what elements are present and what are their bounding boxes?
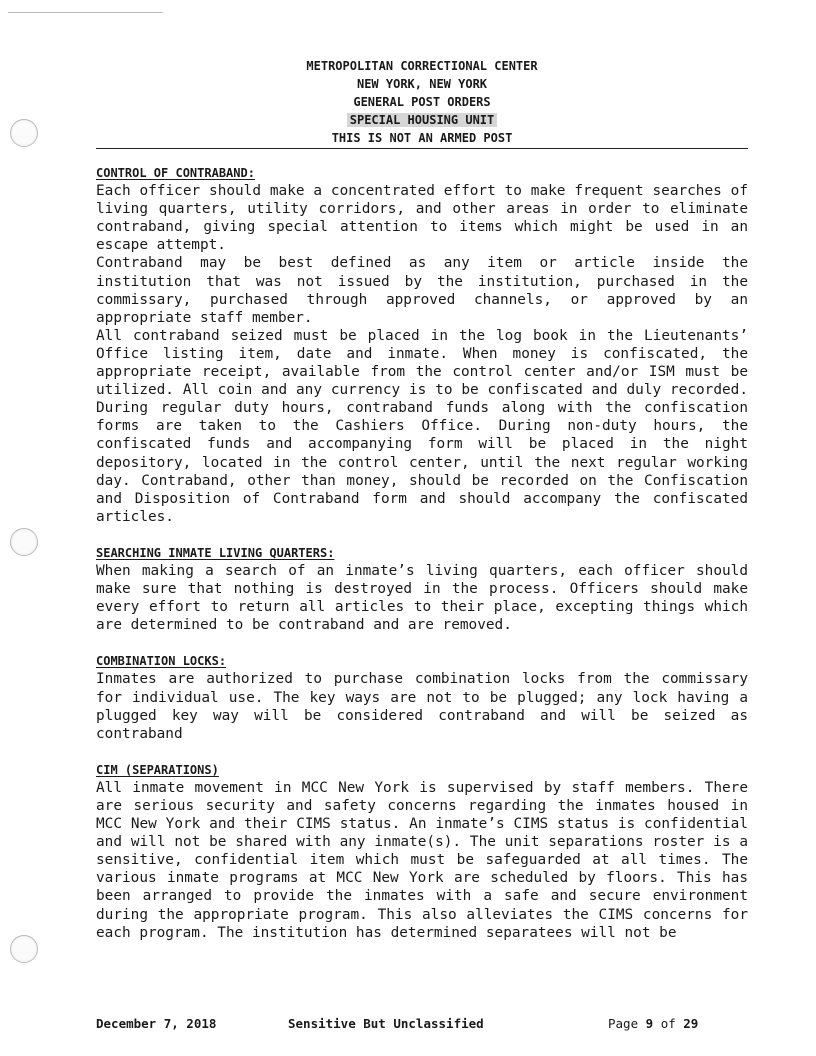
footer-date: December 7, 2018 (96, 1016, 217, 1031)
page-current: 9 (645, 1016, 654, 1031)
document-body (96, 164, 748, 942)
locks-paragraph: Inmates are authorized to purchase combination locks from the commissary for individual use. The key ways are not to be plugged; any lock having a plugged key way will be considered contraband and will be seized as contraband (96, 671, 748, 742)
contraband-paragraph-3: All contraband seized must be placed in the log book in the Lieutenants’ Office listing item, date and inmate. When money is confiscated, the appropriate receipt, available from the control center and/or ISM must be utilized. All coin and any currency is to be confiscated and duly recorded. During regular duty hours, contraband funds along with the confiscation forms are taken to the Cashiers Office. During non-duty hours, the confiscated funds and accompanying form will be placed in the night depository, located in the control center, until the next regular working day. Contraband, other than money, should be recorded on the Confiscation and Disposition of Contraband form and should accompany the confiscated articles. (96, 327, 748, 525)
page-of: of (653, 1016, 684, 1031)
punch-hole-top (10, 119, 38, 147)
footer-classification: Sensitive But Unclassified (288, 1016, 484, 1031)
cim-paragraph: All inmate movement in MCC New York is supervised by staff members. There are serious security and safety concerns regarding the inmates housed in MCC New York and their CIMS status. An inmate’s CIMS status is confidential and will not be shared with any inmate(s). The unit separations roster is a sensitive, confidential item which must be safeguarded at all times. The various inmate programs at MCC New York are scheduled by floors. This has been arranged to provide the inmates with a safe and secure environment during the appropriate program. This also alleviates the CIMS concerns for each program. The institution has determined separatees will not be (96, 779, 748, 941)
punch-hole-middle (10, 528, 38, 556)
header-unit: SPECIAL HOUSING UNIT (347, 113, 498, 127)
section-title-searching: SEARCHING INMATE LIVING QUARTERS: (96, 545, 335, 560)
punch-hole-bottom (10, 935, 38, 963)
header-unit-line (96, 111, 748, 129)
page-total: 29 (683, 1016, 699, 1031)
section-title-cim: CIM (SEPARATIONS) (96, 762, 219, 777)
contraband-paragraph-1: Each officer should make a concentrated effort to make frequent searches of living quarters, utility corridors, and other areas in order to eliminate contraband, giving special attention to items which might be used in an escape attempt. (96, 183, 748, 254)
contraband-paragraph-2: Contraband may be best defined as any item or article inside the institution that was not issued by the institution, purchased in the commissary, purchased through approved channels, or approved by an appropriate staff member. (96, 255, 748, 326)
section-title-contraband: CONTROL OF CONTRABAND: (96, 166, 255, 180)
document-header (96, 57, 748, 147)
footer-page-number (608, 1016, 698, 1031)
header-armed-status: THIS IS NOT AN ARMED POST (331, 131, 513, 145)
section-title-locks: COMBINATION LOCKS: (96, 654, 227, 669)
header-divider (96, 148, 748, 149)
searching-paragraph: When making a search of an inmate’s living quarters, each officer should make sure that nothing is destroyed in the process. Officers should make every effort to return all articles to their place, excepting things which are determined to be contraband and are removed. (96, 562, 748, 634)
header-location: NEW YORK, NEW YORK (356, 77, 488, 91)
header-facility: METROPOLITAN CORRECTIONAL CENTER (306, 59, 538, 73)
page-prefix: Page (608, 1016, 646, 1031)
scan-top-rule (8, 12, 163, 13)
header-post-orders: GENERAL POST ORDERS (353, 95, 491, 109)
